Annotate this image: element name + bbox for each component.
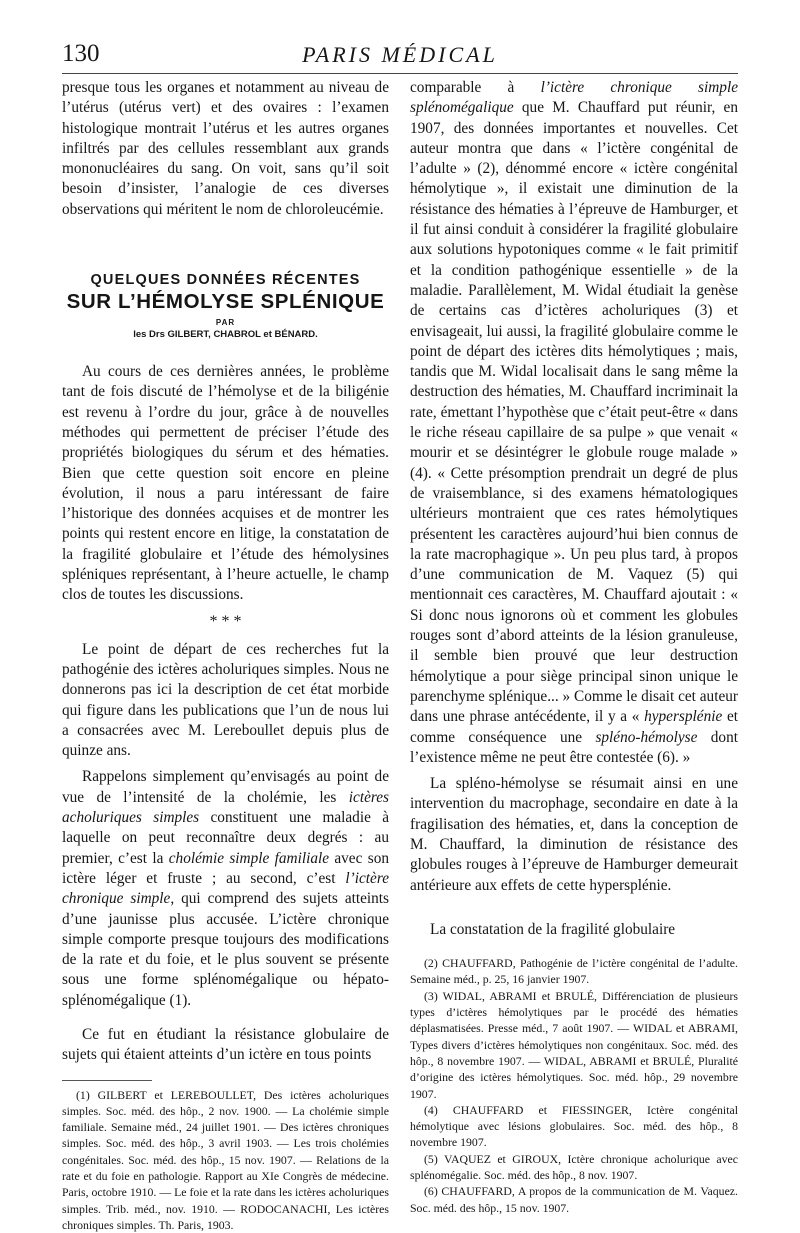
section-separator: * * *	[209, 612, 242, 630]
article-authors: les Drs GILBERT, CHABROL et BÉNARD.	[133, 329, 318, 341]
footnote-4: (4) CHAUFFARD et FIESSINGER, Ictère congénital hémolytique avec lésions globulaires. Soc. méd. des hôp., 8 novembre 1907.	[410, 1102, 738, 1150]
left-column	[62, 78, 389, 1233]
footnote-6: (6) CHAUFFARD, A propos de la communication de M. Vaquez. Soc. méd. des hôp., 15 nov. 1907.	[410, 1184, 738, 1215]
body-paragraph-4: Ce fut en étudiant la résistance globulaire de sujets qui étaient atteints d’un ictère en tous points	[62, 1025, 389, 1064]
body-paragraph-5: comparable à l’ictère chronique simple splénomégalique que M. Chauffard put réunir, en 1907, des données importantes et nouvelles. Cet auteur montra que dans « l’ictère congénital de l’adulte » (2), dénommé encore « ictère congénital hémolytique », il existait une diminution de la résistance des hématies à l’épreuve de Hamburger, et il fut ainsi conduit à considérer la fragilité globulaire aux solutions hypotoniques comme « le fait primitif et la condition pathogénique essentielle » de la maladie. Parallèlement, M. Widal étudiait la genèse de certains cas d’ictères acholuriques (3) et envisageait, lui aussi, la fragilité globulaire comme le point de départ des ictères dits hémolytiques ; mais, tandis que M. Widal localisait dans le sang même la destruction des hématies, M. Chauffard incriminait la rate, émettant l’hypothèse que c’était peut-être « dans le riche réseau capillaire de sa pulpe » que venait « mourir et se désintégrer le globule rouge malade » (4). « Cette présomption prendrait un degré de plus de vraisemblance, si des examens hématologiques ultérieurs montraient que ces rates hémolytiques présentent les caractères aujourd’hui bien connus de la rate macrophagique ». Un peu plus tard, à propos d’une communication de M. Vaquez (5) qui mentionnait ces caractères, M. Chauffard ajoutait : « Si donc nous ignorons où et comment les globules rouges sont d’abord atteints de la lésion granuleuse, il semble bien prouvé que leur destruction hémolytique a pour siège principal sinon unique le parenchyme splénique... » Comme le disait cet auteur dans une phrase antécédente, il y a « hypersplénie et comme conséquence une spléno-hémolyse dont l’existence même ne peut être contestée (6). »	[410, 79, 738, 766]
page-number: 130	[62, 40, 100, 67]
body-paragraph-7: La constatation de la fragilité globulaire	[430, 920, 676, 938]
body-paragraph-3: Rappelons simplement qu’envisagés au point de vue de l’intensité de la cholémie, les ictères acholuriques simples constituent une maladie à laquelle on peut reconnaître deux degrés : au premier, c’est la cholémie simple familiale avec son ictère léger et fruste ; au second, c’est l’ictère chronique simple, qui comprend des sujets atteints d’une jaunisse plus accusée. L’ictère chronique simple comporte presque toujours des modifications de la rate et du foie, et le plus souvent se présente sous une forme splénomégalique ou hépato-splénomégalique (1).	[62, 768, 390, 1009]
footnote-3: (3) WIDAL, ABRAMI et BRULÉ, Différenciation de plusieurs types d’ictères hémolytiques par le procédé des hématies déplasmatisées. Presse méd., 7 août 1907. — WIDAL et ABRAMI, Types divers d’ictères hémolytiques non congénitaux. Soc. méd. des hôp., 8 novembre 1907. — WIDAL, ABRAMI et BRULÉ, Pluralité d’origine des ictères hémolytiques. Soc. méd. hôp., 29 novembre 1907.	[410, 988, 738, 1101]
body-paragraph-6: La spléno-hémolyse se résumait ainsi en une intervention du macrophage, secondaire en date à la fragilisation des hématies, et, dans la conception de M. Chauffard, la diminution de résistance des globules rouges à l’épreuve de Hamburger demeurait antérieure aux effets de cette hypersplénie.	[410, 775, 738, 894]
footnote-5: (5) VAQUEZ et GIROUX, Ictère chronique acholurique avec splénomégalie. Soc. méd. des hôp., 8 nov. 1907.	[410, 1151, 738, 1183]
footnote-2: (2) CHAUFFARD, Pathogénie de l’ictère congénital de l’adulte. Semaine méd., p. 25, 16 janvier 1907.	[410, 956, 738, 987]
header-rule	[62, 73, 738, 74]
byline-par: PAR	[215, 318, 236, 328]
article-kicker: QUELQUES DONNÉES RÉCENTES	[90, 272, 361, 289]
body-paragraph-1: Au cours de ces dernières années, le problème tant de fois discuté de l’hémolyse et de la biligénie est revenu à l’ordre du jour, grâce à de nouvelles méthodes qui permettent de préciser l’étude des propriétés biologiques du sérum et des hématies. Bien que cette question soit encore en pleine évolution, il nous a paru intéressant de faire l’historique des données acquises et de montrer les points qui restent encore en litige, la constatation de la fragilité globulaire et l’étude des hémolysines spléniques représentant, à l’heure actuelle, le champ clos de toutes les discussions.	[62, 363, 389, 604]
intro-paragraph: presque tous les organes et notamment au niveau de l’utérus (utérus vert) et des ovaires : l’examen histologique montrait l’utérus et les autres organes infiltrés par des cellules ressemblant aux grands mononucléaires du sang. On voit, sans qu’il soit besoin d’insister, l’analogie de ces diverses observations qui méritent le nom de chloroleucémie.	[62, 79, 389, 218]
right-column	[410, 78, 738, 1216]
page-header	[62, 40, 738, 72]
journal-title: PARIS MÉDICAL	[302, 42, 498, 67]
footnote-rule	[62, 1080, 152, 1081]
body-paragraph-2: Le point de départ de ces recherches fut la pathogénie des ictères acholuriques simples. Nous ne donnerons pas ici la description de cet état morbide qui figure dans les publications que l’un de nous lui a consacrées avec M. Lereboullet depuis plus de quinze ans.	[62, 640, 389, 760]
article-title: SUR L’HÉMOLYSE SPLÉNIQUE	[66, 290, 385, 314]
footnote-1: (1) GILBERT et LEREBOULLET, Des ictères acholuriques simples. Soc. méd. des hôp., 2 nov. 1900. — La cholémie simple familiale. Semaine méd., 24 juillet 1901. — Des ictères chroniques simples. Soc. méd. des hôp., 3 avril 1903. — Les trois cholémies congénitales. Soc. méd. des hôp., 15 nov. 1907. — Relations de la rate et du foie en pathologie. Rapport au XIe Congrès de médecine. Paris, octobre 1910. — Le foie et la rate dans les ictères acholuriques simples. Trib. méd., nov. 1910. — RODOCANACHI, Les ictères chroniques simples. Th. Paris, 1903.	[62, 1087, 389, 1232]
